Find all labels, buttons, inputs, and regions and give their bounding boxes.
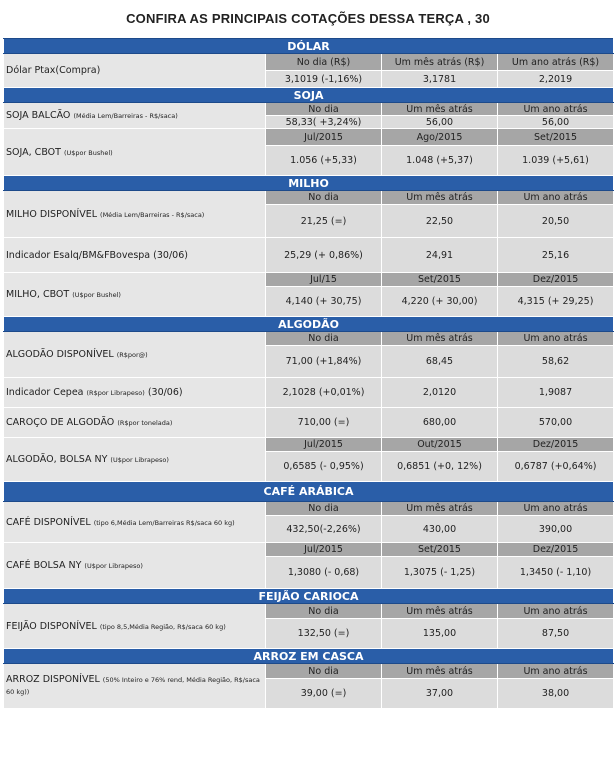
- column-header: Um ano atrás (R$): [498, 54, 614, 71]
- column-header: Um ano atrás: [498, 191, 614, 205]
- column-header: No dia: [266, 604, 382, 619]
- column-header: Um mês atrás: [382, 664, 498, 679]
- quote-value: 3,1019 (-1,16%): [266, 71, 382, 88]
- quote-value: 430,00: [382, 516, 498, 543]
- column-header: Jul/15: [266, 273, 382, 287]
- table-row: [4, 238, 614, 273]
- column-header: Um mês atrás: [382, 604, 498, 619]
- column-header: Dez/2015: [498, 273, 614, 287]
- column-header: Um ano atrás: [498, 604, 614, 619]
- column-header: No dia: [266, 502, 382, 516]
- row-label: CAFÉ BOLSA NY (U$por Librapeso): [4, 543, 266, 589]
- column-header: No dia: [266, 103, 382, 116]
- section-title: MILHO: [4, 176, 614, 191]
- column-header: Um mês atrás: [382, 332, 498, 346]
- row-label: FEIJÃO DISPONÍVEL (tipo 8,5,Média Região, R$/saca 60 kg): [4, 604, 266, 649]
- column-header: Jul/2015: [266, 129, 382, 146]
- section-header-arroz: [4, 649, 614, 664]
- table-row: [4, 604, 614, 619]
- quote-value: 2,0120: [382, 378, 498, 408]
- quote-value: 2,2019: [498, 71, 614, 88]
- row-label: SOJA, CBOT (U$por Bushel): [4, 129, 266, 176]
- section-header-cafe: [4, 482, 614, 502]
- column-header: Um mês atrás: [382, 103, 498, 116]
- quote-value: 25,16: [498, 238, 614, 273]
- quote-value: 135,00: [382, 619, 498, 649]
- column-header: Um ano atrás: [498, 103, 614, 116]
- quote-value: 37,00: [382, 679, 498, 709]
- column-header: Um mês atrás: [382, 191, 498, 205]
- section-title: FEIJÃO CARIOCA: [4, 589, 614, 604]
- row-label: ARROZ DISPONÍVEL (50% Inteiro e 76% rend, Média Região, R$/saca 60 kg)): [4, 664, 266, 709]
- row-label: MILHO, CBOT (U$por Bushel): [4, 273, 266, 317]
- column-header: Set/2015: [382, 543, 498, 557]
- column-header: Um ano atrás: [498, 664, 614, 679]
- row-label: ALGODÃO DISPONÍVEL (R$por@): [4, 332, 266, 378]
- column-header: Jul/2015: [266, 438, 382, 452]
- column-header: No dia (R$): [266, 54, 382, 71]
- quote-value: 1,9087: [498, 378, 614, 408]
- quote-value: 1,3450 (- 1,10): [498, 557, 614, 589]
- quotes-table: [3, 38, 614, 709]
- table-row: [4, 332, 614, 346]
- section-header-feijao: [4, 589, 614, 604]
- row-label: MILHO DISPONÍVEL (Média Lem/Barreiras - R$/saca): [4, 191, 266, 238]
- section-header-milho: [4, 176, 614, 191]
- column-header: No dia: [266, 332, 382, 346]
- row-label: Indicador Cepea (R$por Librapeso) (30/06): [4, 378, 266, 408]
- section-title: ALGODÃO: [4, 317, 614, 332]
- column-header: Um ano atrás: [498, 332, 614, 346]
- quote-value: 68,45: [382, 346, 498, 378]
- quote-value: 21,25 (=): [266, 205, 382, 238]
- section-title: CAFÉ ARÁBICA: [4, 482, 614, 502]
- quote-value: 87,50: [498, 619, 614, 649]
- table-row: [4, 103, 614, 116]
- column-header: Dez/2015: [498, 438, 614, 452]
- column-header: Set/2015: [382, 273, 498, 287]
- quote-value: 4,315 (+ 29,25): [498, 287, 614, 317]
- row-label: CAFÉ DISPONÍVEL (tipo 6,Média Lem/Barreiras R$/saca 60 kg): [4, 502, 266, 543]
- section-title: ARROZ EM CASCA: [4, 649, 614, 664]
- quote-value: 58,33( +3,24%): [266, 116, 382, 129]
- quote-value: 24,91: [382, 238, 498, 273]
- column-header: Set/2015: [498, 129, 614, 146]
- column-header: Um mês atrás (R$): [382, 54, 498, 71]
- column-header: No dia: [266, 191, 382, 205]
- quote-value: 56,00: [498, 116, 614, 129]
- quote-value: 22,50: [382, 205, 498, 238]
- quote-value: 570,00: [498, 408, 614, 438]
- section-title: DÓLAR: [4, 39, 614, 54]
- row-label: SOJA BALCÃO (Média Lem/Barreiras - R$/saca): [4, 103, 266, 129]
- quote-value: 1.039 (+5,61): [498, 146, 614, 176]
- row-label: Indicador Esalq/BM&FBovespa (30/06): [4, 238, 266, 273]
- quote-value: 0,6585 (- 0,95%): [266, 452, 382, 482]
- column-header: Out/2015: [382, 438, 498, 452]
- quote-value: 4,140 (+ 30,75): [266, 287, 382, 317]
- column-header: Um ano atrás: [498, 502, 614, 516]
- table-row: [4, 438, 614, 452]
- section-header-algodao: [4, 317, 614, 332]
- quote-value: 710,00 (=): [266, 408, 382, 438]
- table-row: [4, 543, 614, 557]
- quote-value: 1.048 (+5,37): [382, 146, 498, 176]
- row-label: CAROÇO DE ALGODÃO (R$por tonelada): [4, 408, 266, 438]
- quote-value: 0,6787 (+0,64%): [498, 452, 614, 482]
- quote-value: 1,3080 (- 0,68): [266, 557, 382, 589]
- row-label: Dólar Ptax(Compra): [4, 54, 266, 88]
- quote-value: 20,50: [498, 205, 614, 238]
- column-header: Ago/2015: [382, 129, 498, 146]
- column-header: No dia: [266, 664, 382, 679]
- quote-value: 132,50 (=): [266, 619, 382, 649]
- table-row: [4, 378, 614, 408]
- table-row: [4, 502, 614, 516]
- table-row: [4, 54, 614, 71]
- row-label: ALGODÃO, BOLSA NY (U$por Librapeso): [4, 438, 266, 482]
- section-header-soja: [4, 88, 614, 103]
- quote-value: 1.056 (+5,33): [266, 146, 382, 176]
- page-title: CONFIRA AS PRINCIPAIS COTAÇÕES DESSA TERÇA , 30: [126, 11, 490, 26]
- quote-value: 3,1781: [382, 71, 498, 88]
- column-header: Dez/2015: [498, 543, 614, 557]
- column-header: Jul/2015: [266, 543, 382, 557]
- quote-value: 1,3075 (- 1,25): [382, 557, 498, 589]
- quote-value: 2,1028 (+0,01%): [266, 378, 382, 408]
- quote-value: 71,00 (+1,84%): [266, 346, 382, 378]
- section-header-dolar: [4, 39, 614, 54]
- quote-value: 39,00 (=): [266, 679, 382, 709]
- quote-value: 390,00: [498, 516, 614, 543]
- quote-value: 4,220 (+ 30,00): [382, 287, 498, 317]
- quote-value: 680,00: [382, 408, 498, 438]
- quote-value: 56,00: [382, 116, 498, 129]
- table-row: [4, 273, 614, 287]
- quote-value: 25,29 (+ 0,86%): [266, 238, 382, 273]
- column-header: Um mês atrás: [382, 502, 498, 516]
- table-row: [4, 408, 614, 438]
- table-row: [4, 191, 614, 205]
- section-title: SOJA: [4, 88, 614, 103]
- quote-value: 38,00: [498, 679, 614, 709]
- table-row: [4, 129, 614, 146]
- quote-value: 0,6851 (+0, 12%): [382, 452, 498, 482]
- quote-value: 432,50(-2,26%): [266, 516, 382, 543]
- table-row: [4, 664, 614, 679]
- quote-value: 58,62: [498, 346, 614, 378]
